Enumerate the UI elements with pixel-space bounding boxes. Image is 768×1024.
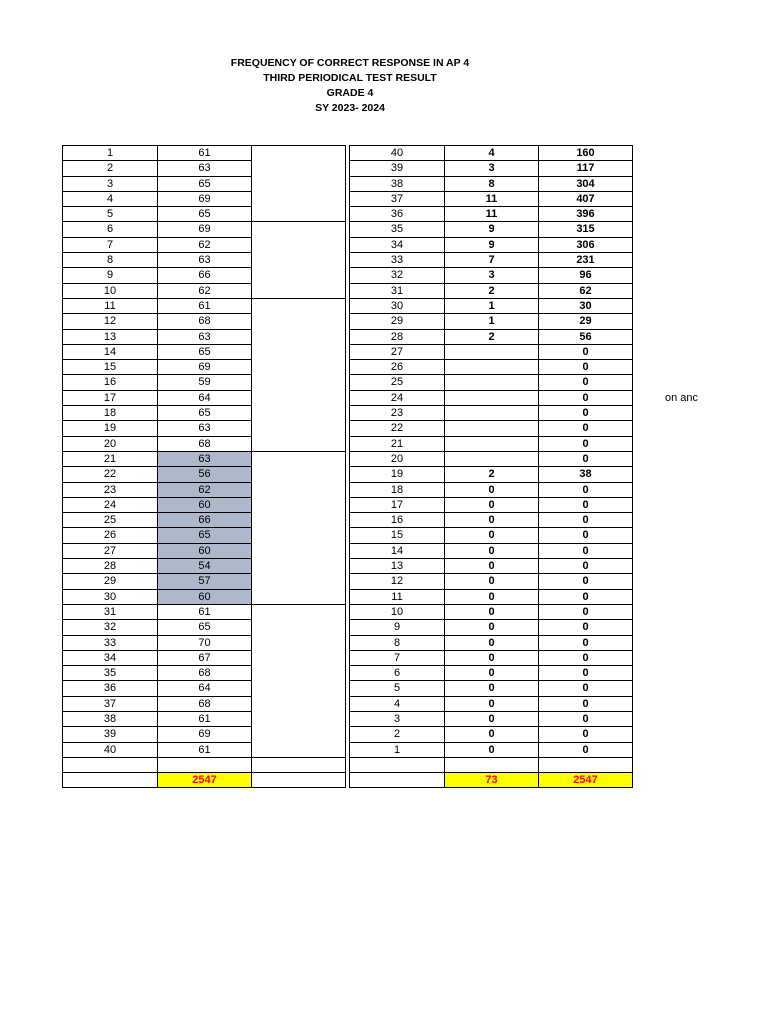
score-value: 37	[350, 191, 445, 206]
product-value: 62	[539, 283, 633, 298]
item-score: 62	[158, 283, 252, 298]
item-score: 68	[158, 436, 252, 451]
table-row	[350, 344, 633, 359]
item-score: 60	[158, 589, 252, 604]
product-value: 304	[539, 176, 633, 191]
frequency-value	[445, 390, 539, 405]
product-value: 0	[539, 513, 633, 528]
score-value: 27	[350, 344, 445, 359]
item-score: 69	[158, 191, 252, 206]
table-row	[350, 589, 633, 604]
frequency-value: 4	[445, 146, 539, 161]
frequency-value: 0	[445, 650, 539, 665]
score-value: 21	[350, 436, 445, 451]
total-row	[350, 773, 633, 788]
frequency-value	[445, 436, 539, 451]
score-value: 25	[350, 375, 445, 390]
frequency-value: 9	[445, 237, 539, 252]
item-number: 4	[63, 191, 158, 206]
frequency-value	[445, 375, 539, 390]
product-value: 0	[539, 742, 633, 757]
frequency-value: 0	[445, 574, 539, 589]
item-score: 63	[158, 161, 252, 176]
total-score: 2547	[158, 773, 252, 788]
item-score: 65	[158, 176, 252, 191]
score-value: 13	[350, 559, 445, 574]
item-number: 6	[63, 222, 158, 237]
table-row	[350, 467, 633, 482]
product-value: 0	[539, 650, 633, 665]
school-year: SY 2023- 2024	[315, 102, 385, 114]
item-score: 69	[158, 360, 252, 375]
score-value: 8	[350, 635, 445, 650]
item-score: 59	[158, 375, 252, 390]
table-row	[63, 604, 346, 619]
item-number: 21	[63, 451, 158, 466]
table-row	[350, 161, 633, 176]
product-value: 231	[539, 253, 633, 268]
blank-cell	[158, 757, 252, 772]
table-row	[350, 146, 633, 161]
table-row	[350, 742, 633, 757]
item-score: 56	[158, 467, 252, 482]
overflow-text: on anc	[665, 392, 699, 404]
total-frequency: 73	[445, 773, 539, 788]
blank-cell	[350, 757, 445, 772]
table-row	[350, 497, 633, 512]
score-value: 9	[350, 620, 445, 635]
frequency-value	[445, 406, 539, 421]
table-row	[350, 268, 633, 283]
product-value: 160	[539, 146, 633, 161]
item-number: 22	[63, 467, 158, 482]
item-number: 26	[63, 528, 158, 543]
item-number: 14	[63, 344, 158, 359]
blank-merged-cell	[252, 222, 346, 298]
score-value: 31	[350, 283, 445, 298]
table-row	[350, 222, 633, 237]
table-row	[350, 574, 633, 589]
score-value: 36	[350, 207, 445, 222]
product-value: 0	[539, 681, 633, 696]
item-number: 27	[63, 543, 158, 558]
score-value: 32	[350, 268, 445, 283]
item-score: 61	[158, 146, 252, 161]
frequency-value: 0	[445, 711, 539, 726]
table-row	[350, 543, 633, 558]
frequency-value: 0	[445, 604, 539, 619]
score-value: 1	[350, 742, 445, 757]
table-row	[350, 620, 633, 635]
item-number: 10	[63, 283, 158, 298]
report-title: FREQUENCY OF CORRECT RESPONSE IN AP 4	[230, 57, 470, 69]
product-value: 0	[539, 528, 633, 543]
item-score: 64	[158, 681, 252, 696]
score-value: 18	[350, 482, 445, 497]
score-value: 10	[350, 604, 445, 619]
item-number: 17	[63, 390, 158, 405]
item-score-table	[62, 145, 346, 788]
item-number: 16	[63, 375, 158, 390]
product-value: 0	[539, 696, 633, 711]
product-value: 0	[539, 497, 633, 512]
frequency-value	[445, 451, 539, 466]
table-row	[350, 390, 633, 405]
product-value: 0	[539, 589, 633, 604]
product-value: 0	[539, 451, 633, 466]
item-score: 70	[158, 635, 252, 650]
item-score: 62	[158, 237, 252, 252]
frequency-value: 0	[445, 559, 539, 574]
product-value: 117	[539, 161, 633, 176]
blank-cell	[539, 757, 633, 772]
frequency-value: 0	[445, 528, 539, 543]
table-row	[350, 436, 633, 451]
score-value: 28	[350, 329, 445, 344]
item-number: 12	[63, 314, 158, 329]
product-value: 0	[539, 559, 633, 574]
frequency-value: 0	[445, 696, 539, 711]
table-row	[350, 176, 633, 191]
score-value: 7	[350, 650, 445, 665]
item-number: 39	[63, 727, 158, 742]
total-product: 2547	[539, 773, 633, 788]
item-score: 63	[158, 329, 252, 344]
score-value: 3	[350, 711, 445, 726]
table-row	[350, 451, 633, 466]
table-row	[63, 451, 346, 466]
blank-merged-cell	[252, 146, 346, 222]
product-value: 38	[539, 467, 633, 482]
score-value: 40	[350, 146, 445, 161]
score-value: 14	[350, 543, 445, 558]
frequency-value: 0	[445, 482, 539, 497]
product-value: 29	[539, 314, 633, 329]
table-row	[63, 298, 346, 313]
frequency-value: 2	[445, 283, 539, 298]
product-value: 0	[539, 421, 633, 436]
frequency-value: 1	[445, 298, 539, 313]
score-value: 34	[350, 237, 445, 252]
table-row	[350, 696, 633, 711]
score-value: 19	[350, 467, 445, 482]
item-number: 11	[63, 298, 158, 313]
item-number: 9	[63, 268, 158, 283]
item-score: 63	[158, 421, 252, 436]
product-value: 0	[539, 360, 633, 375]
table-row	[350, 237, 633, 252]
frequency-value: 0	[445, 589, 539, 604]
product-value: 315	[539, 222, 633, 237]
score-value: 17	[350, 497, 445, 512]
product-value: 0	[539, 574, 633, 589]
blank-cell	[445, 757, 539, 772]
blank-cell	[252, 757, 346, 772]
blank-merged-cell	[252, 604, 346, 757]
frequency-value: 9	[445, 222, 539, 237]
item-score: 61	[158, 298, 252, 313]
frequency-value: 0	[445, 666, 539, 681]
score-value: 24	[350, 390, 445, 405]
report-header	[0, 56, 700, 116]
frequency-value: 0	[445, 497, 539, 512]
item-number: 37	[63, 696, 158, 711]
frequency-value: 0	[445, 635, 539, 650]
table-row	[350, 329, 633, 344]
item-number: 3	[63, 176, 158, 191]
item-number: 18	[63, 406, 158, 421]
score-value: 16	[350, 513, 445, 528]
product-value: 0	[539, 375, 633, 390]
item-score: 68	[158, 666, 252, 681]
item-score: 69	[158, 727, 252, 742]
product-value: 0	[539, 604, 633, 619]
item-score: 65	[158, 528, 252, 543]
blank-cell	[252, 773, 346, 788]
frequency-table	[349, 145, 633, 788]
table-row	[350, 253, 633, 268]
table-row	[350, 727, 633, 742]
score-value: 2	[350, 727, 445, 742]
item-number: 7	[63, 237, 158, 252]
item-number: 24	[63, 497, 158, 512]
table-row	[350, 375, 633, 390]
item-number: 20	[63, 436, 158, 451]
item-score: 65	[158, 207, 252, 222]
item-score: 65	[158, 406, 252, 421]
frequency-value: 8	[445, 176, 539, 191]
score-value: 30	[350, 298, 445, 313]
item-number: 25	[63, 513, 158, 528]
frequency-value: 0	[445, 543, 539, 558]
item-score: 65	[158, 344, 252, 359]
item-score: 61	[158, 711, 252, 726]
item-number: 1	[63, 146, 158, 161]
score-value: 26	[350, 360, 445, 375]
item-score: 68	[158, 314, 252, 329]
item-score: 60	[158, 543, 252, 558]
table-row	[350, 421, 633, 436]
total-row	[63, 773, 346, 788]
table-row	[350, 635, 633, 650]
frequency-value: 0	[445, 742, 539, 757]
item-score: 63	[158, 253, 252, 268]
frequency-value: 3	[445, 161, 539, 176]
frequency-value: 11	[445, 207, 539, 222]
item-number: 32	[63, 620, 158, 635]
table-row	[350, 604, 633, 619]
product-value: 0	[539, 543, 633, 558]
item-score: 60	[158, 497, 252, 512]
product-value: 396	[539, 207, 633, 222]
item-number: 29	[63, 574, 158, 589]
product-value: 0	[539, 666, 633, 681]
item-number: 13	[63, 329, 158, 344]
table-row	[350, 283, 633, 298]
blank-cell	[350, 773, 445, 788]
frequency-value	[445, 344, 539, 359]
frequency-value: 0	[445, 727, 539, 742]
item-number: 23	[63, 482, 158, 497]
score-value: 29	[350, 314, 445, 329]
blank-cell	[63, 773, 158, 788]
frequency-value: 11	[445, 191, 539, 206]
table-row	[350, 482, 633, 497]
product-value: 0	[539, 727, 633, 742]
product-value: 0	[539, 436, 633, 451]
item-number: 5	[63, 207, 158, 222]
product-value: 0	[539, 344, 633, 359]
item-score: 68	[158, 696, 252, 711]
score-value: 6	[350, 666, 445, 681]
score-value: 12	[350, 574, 445, 589]
item-score: 67	[158, 650, 252, 665]
item-score: 65	[158, 620, 252, 635]
product-value: 30	[539, 298, 633, 313]
frequency-value: 0	[445, 620, 539, 635]
item-score: 69	[158, 222, 252, 237]
item-score: 62	[158, 482, 252, 497]
frequency-value: 1	[445, 314, 539, 329]
score-value: 15	[350, 528, 445, 543]
item-score: 61	[158, 604, 252, 619]
item-score: 66	[158, 513, 252, 528]
item-number: 28	[63, 559, 158, 574]
table-row	[350, 559, 633, 574]
blank-cell	[63, 757, 158, 772]
score-value: 35	[350, 222, 445, 237]
item-number: 31	[63, 604, 158, 619]
frequency-value	[445, 421, 539, 436]
table-row	[63, 146, 346, 161]
table-row	[350, 711, 633, 726]
report-subtitle: THIRD PERIODICAL TEST RESULT	[263, 72, 437, 84]
product-value: 0	[539, 635, 633, 650]
score-value: 5	[350, 681, 445, 696]
score-value: 20	[350, 451, 445, 466]
item-number: 35	[63, 666, 158, 681]
item-number: 19	[63, 421, 158, 436]
score-value: 4	[350, 696, 445, 711]
item-number: 15	[63, 360, 158, 375]
item-number: 36	[63, 681, 158, 696]
item-number: 30	[63, 589, 158, 604]
table-row	[350, 360, 633, 375]
table-row	[350, 650, 633, 665]
item-score: 64	[158, 390, 252, 405]
product-value: 306	[539, 237, 633, 252]
grade-level: GRADE 4	[326, 87, 374, 99]
item-number: 8	[63, 253, 158, 268]
score-value: 38	[350, 176, 445, 191]
table-row	[350, 681, 633, 696]
table-row	[350, 207, 633, 222]
item-score: 61	[158, 742, 252, 757]
spacer-row	[350, 757, 633, 772]
frequency-value: 7	[445, 253, 539, 268]
blank-merged-cell	[252, 451, 346, 604]
item-score: 54	[158, 559, 252, 574]
item-score: 66	[158, 268, 252, 283]
score-value: 33	[350, 253, 445, 268]
frequency-value	[445, 360, 539, 375]
table-row	[350, 314, 633, 329]
item-number: 2	[63, 161, 158, 176]
blank-merged-cell	[252, 298, 346, 451]
item-number: 34	[63, 650, 158, 665]
score-value: 23	[350, 406, 445, 421]
product-value: 0	[539, 406, 633, 421]
product-value: 56	[539, 329, 633, 344]
frequency-value: 3	[445, 268, 539, 283]
frequency-value: 0	[445, 681, 539, 696]
frequency-value: 0	[445, 513, 539, 528]
frequency-value: 2	[445, 467, 539, 482]
item-score: 63	[158, 451, 252, 466]
table-row	[63, 222, 346, 237]
table-row	[350, 406, 633, 421]
item-number: 38	[63, 711, 158, 726]
item-number: 33	[63, 635, 158, 650]
item-number: 40	[63, 742, 158, 757]
score-value: 39	[350, 161, 445, 176]
table-row	[350, 191, 633, 206]
item-score: 57	[158, 574, 252, 589]
table-row	[350, 298, 633, 313]
spacer-row	[63, 757, 346, 772]
table-row	[350, 513, 633, 528]
product-value: 0	[539, 482, 633, 497]
product-value: 0	[539, 390, 633, 405]
product-value: 407	[539, 191, 633, 206]
table-row	[350, 528, 633, 543]
product-value: 0	[539, 711, 633, 726]
frequency-value: 2	[445, 329, 539, 344]
product-value: 0	[539, 620, 633, 635]
table-row	[350, 666, 633, 681]
product-value: 96	[539, 268, 633, 283]
score-value: 22	[350, 421, 445, 436]
score-value: 11	[350, 589, 445, 604]
